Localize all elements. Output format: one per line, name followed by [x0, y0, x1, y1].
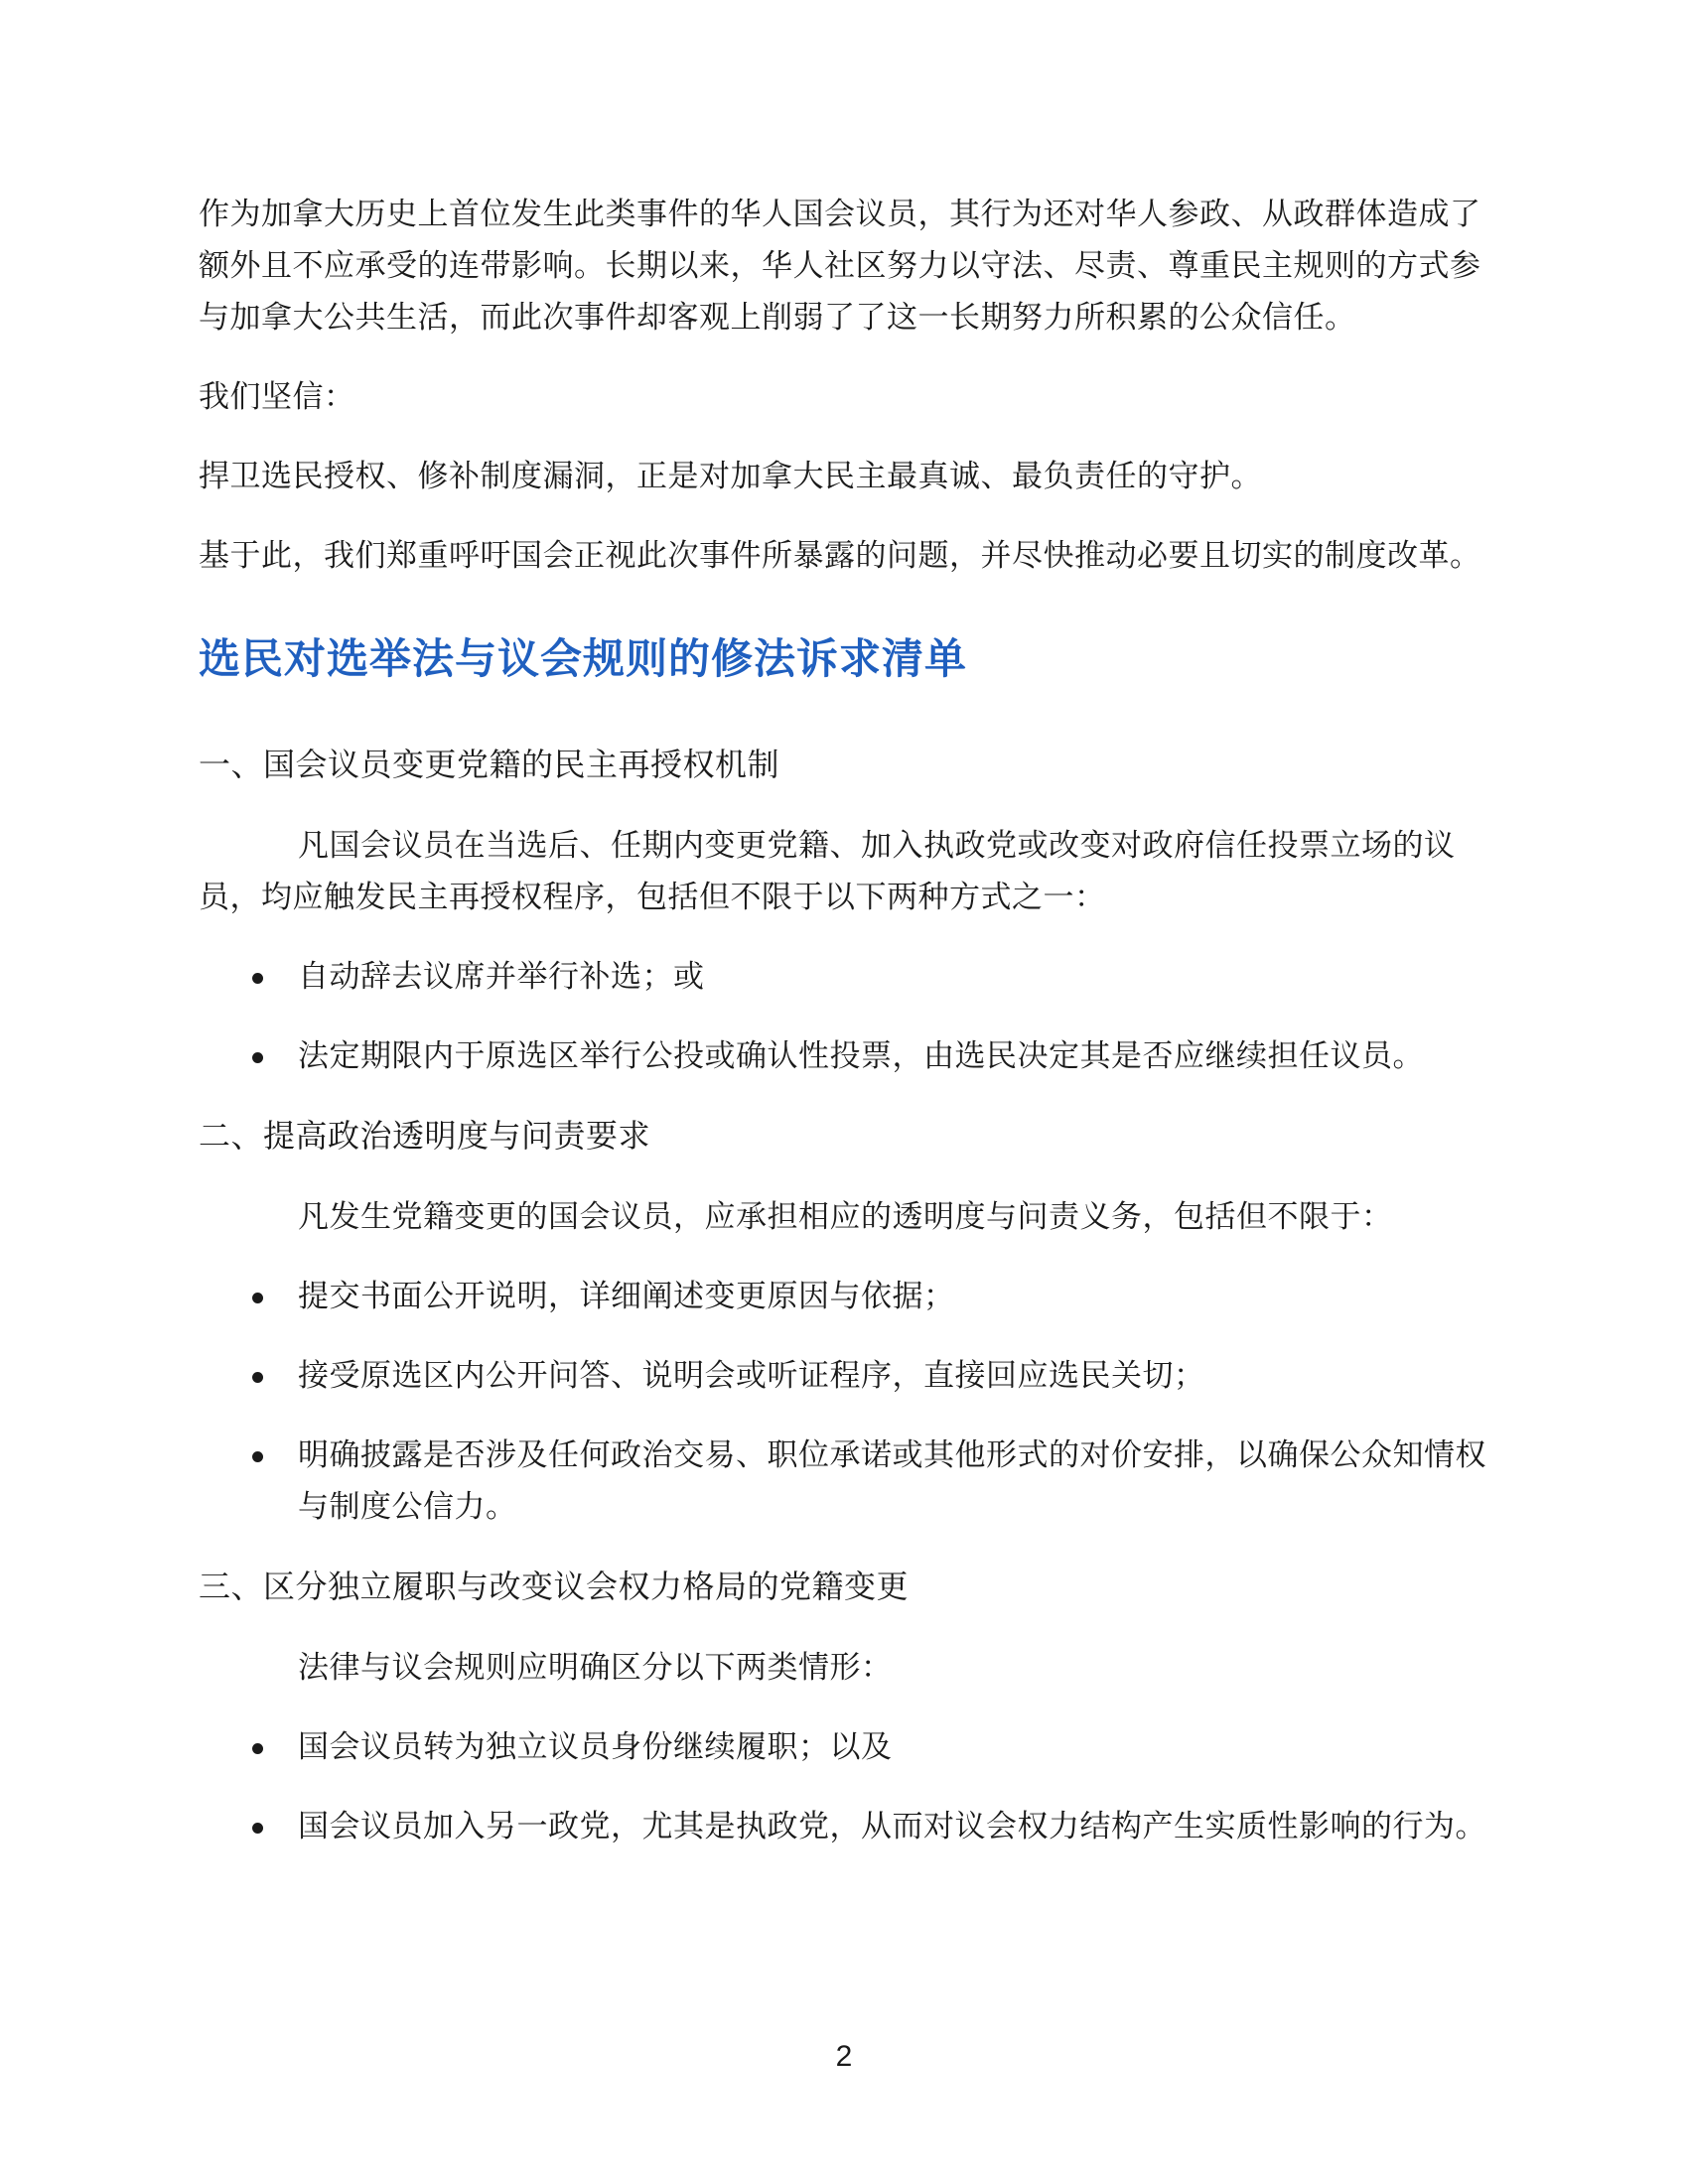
section-3 [199, 1561, 1489, 1852]
list-item-text: 国会议员加入另一政党，尤其是执政党，从而对议会权力结构产生实质性影响的行为。 [298, 1809, 1486, 1844]
section-1 [199, 739, 1489, 1082]
page-number: 2 [835, 2040, 853, 2073]
section-heading: 选民对选举法与议会规则的修法诉求清单 [199, 634, 968, 683]
section-1-title: 一、国会议员变更党籍的民主再授权机制 [199, 746, 780, 783]
intro-paragraph-4: 基于此，我们郑重呼吁国会正视此次事件所暴露的问题，并尽快推动必要且切实的制度改革。 [199, 538, 1481, 574]
section-3-title: 三、区分独立履职与改变议会权力格局的党籍变更 [199, 1568, 910, 1605]
list-item [199, 951, 1489, 1003]
list-item [199, 1721, 1489, 1773]
section-1-body: 凡国会议员在当选后、任期内变更党籍、加入执政党或改变对政府信任投票立场的议员，均应触发民主再授权程序，包括但不限于以下两种方式之一： [199, 828, 1456, 915]
bullet-icon [252, 1052, 263, 1063]
bullet-icon [252, 1823, 263, 1834]
section-3-bullets [199, 1721, 1489, 1852]
bullet-icon [252, 973, 263, 984]
section-2-body: 凡发生党籍变更的国会议员，应承担相应的透明度与问责义务，包括但不限于： [298, 1199, 1393, 1235]
list-item [199, 1350, 1489, 1402]
bullet-icon [252, 1293, 263, 1303]
bullet-icon [252, 1451, 263, 1462]
section-2-title: 二、提高政治透明度与问责要求 [199, 1117, 651, 1155]
list-item-text: 法定期限内于原选区举行公投或确认性投票，由选民决定其是否应继续担任议员。 [298, 1038, 1424, 1074]
section-1-bullets [199, 951, 1489, 1082]
list-item-text: 接受原选区内公开问答、说明会或听证程序，直接回应选民关切； [298, 1358, 1205, 1394]
list-item [199, 1030, 1489, 1082]
document-page [199, 189, 1489, 1880]
list-item [199, 1801, 1489, 1852]
intro-paragraph-1: 作为加拿大历史上首位发生此类事件的华人国会议员，其行为还对华人参政、从政群体造成了额外且不应承受的连带影响。长期以来，华人社区努力以守法、尽责、尊重民主规则的方式参与加拿大公共生活，而此次事件却客观上削弱了了这一长期努力所积累的公众信任。 [199, 197, 1481, 336]
list-item-text: 提交书面公开说明，详细阐述变更原因与依据； [298, 1279, 955, 1314]
bullet-icon [252, 1743, 263, 1754]
bullet-icon [252, 1372, 263, 1383]
list-item [199, 1430, 1489, 1533]
section-2 [199, 1110, 1489, 1533]
list-item-text: 自动辞去议席并举行补选；或 [298, 959, 705, 995]
section-3-body: 法律与议会规则应明确区分以下两类情形： [298, 1650, 893, 1686]
list-item-text: 国会议员转为独立议员身份继续履职；以及 [298, 1729, 893, 1765]
list-item-text: 明确披露是否涉及任何政治交易、职位承诺或其他形式的对价安排，以确保公众知情权与制度公信力。 [298, 1437, 1486, 1525]
intro-paragraph-3: 捍卫选民授权、修补制度漏洞，正是对加拿大民主最真诚、最负责任的守护。 [199, 459, 1262, 494]
list-item [199, 1271, 1489, 1322]
section-2-bullets [199, 1271, 1489, 1533]
intro-paragraph-2: 我们坚信： [199, 379, 355, 415]
